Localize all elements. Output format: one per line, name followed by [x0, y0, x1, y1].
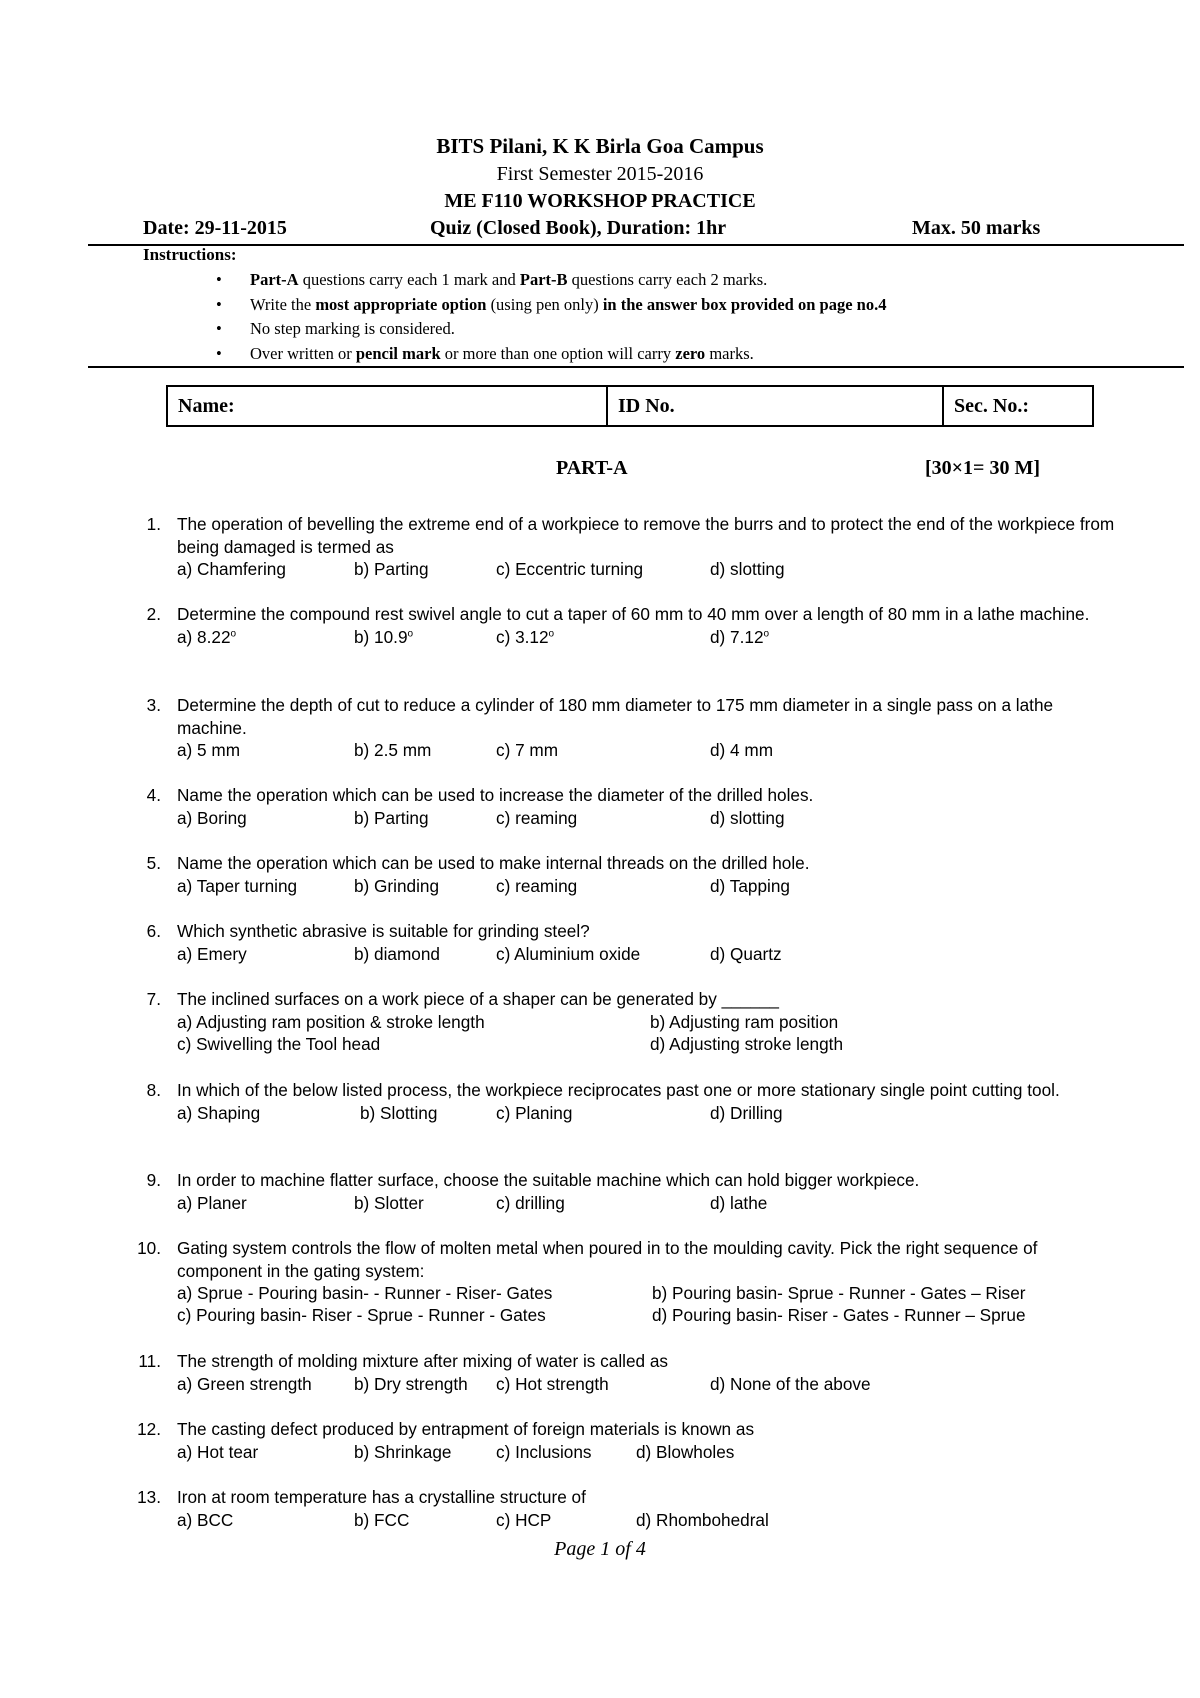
question-text: The operation of bevelling the extreme end of a workpiece to remove the burrs and to protect the end of the workpiece from being damaged is termed as	[177, 514, 1115, 557]
question-body	[177, 603, 1127, 648]
divider-top	[88, 244, 1184, 246]
option-c: c) 3.12$^o$	[496, 626, 555, 647]
instructions-list	[216, 268, 887, 366]
degree-mark: o	[230, 627, 237, 639]
option-b: b) 2.5 mm	[354, 740, 432, 760]
option-d: d) Quartz	[710, 943, 782, 964]
question-text: Iron at room temperature has a crystalline structure of	[177, 1487, 586, 1507]
page-number: Page 1 of 4	[554, 1538, 646, 1560]
question-number: 9.	[146, 1170, 161, 1190]
bullet-icon: •	[216, 319, 222, 338]
divider-bottom	[88, 366, 1184, 368]
option-row	[177, 943, 1127, 965]
option-row	[177, 626, 1127, 648]
option-c: c) Eccentric turning	[496, 559, 644, 579]
option-b: b) FCC	[354, 1509, 410, 1530]
question-number: 12.	[137, 1419, 161, 1439]
option-row	[177, 1282, 1127, 1304]
question-text: The strength of molding mixture after mixing of water is called as	[177, 1351, 669, 1371]
quiz-info: Quiz (Closed Book), Duration: 1hr	[430, 217, 727, 239]
name-field[interactable]: Name:	[178, 395, 235, 417]
option-c: c) Planing	[496, 1102, 573, 1123]
instruction-item: • No step marking is considered.	[220, 317, 886, 342]
option-a: a) Hot tear	[177, 1441, 259, 1462]
option-d: d) Adjusting stroke length	[650, 1033, 843, 1054]
option-a: a) Sprue - Pouring basin- - Runner - Riser- Gates	[177, 1283, 553, 1303]
option-row	[177, 558, 1127, 580]
option-row	[177, 1192, 1127, 1214]
option-a: a) Shaping	[177, 1102, 261, 1123]
max-marks: Max. 50 marks	[912, 217, 1041, 239]
question-text: The inclined surfaces on a work piece of a shaper can be generated by ______	[177, 989, 779, 1009]
option-c: c) reaming	[496, 875, 578, 896]
option-row	[177, 1441, 1127, 1463]
student-id-box	[166, 385, 1094, 427]
option-b: b) Dry strength	[354, 1373, 468, 1394]
question-body	[177, 694, 1127, 761]
question-number: 5.	[146, 853, 161, 873]
option-d: d) 4 mm	[710, 740, 774, 760]
question-number: 13.	[137, 1487, 161, 1507]
option-row	[177, 1011, 1127, 1033]
option-b: b) Slotting	[360, 1102, 438, 1123]
option-d: d) Blowholes	[636, 1441, 735, 1462]
question-text: Determine the compound rest swivel angle to cut a taper of 60 mm to 40 mm over a length of 80 mm in a lathe machine.	[177, 604, 1090, 624]
option-row	[177, 1304, 1127, 1326]
question-body	[177, 784, 1127, 829]
option-c: c) Pouring basin- Riser - Sprue - Runner - Gates	[177, 1305, 546, 1325]
question-text: In order to machine flatter surface, choose the suitable machine which can hold bigger workpiece.	[177, 1170, 920, 1190]
question-number: 2.	[146, 604, 161, 624]
option-a: a) Taper turning	[177, 875, 298, 896]
option-a: a) Green strength	[177, 1373, 312, 1394]
option-row	[177, 1102, 1127, 1124]
question-body	[177, 988, 1127, 1055]
question-number: 10.	[137, 1238, 161, 1258]
option-c: c) HCP	[496, 1509, 552, 1530]
option-d: d) None of the above	[710, 1373, 871, 1394]
option-row	[177, 1509, 1127, 1531]
part-a-title: PART-A	[556, 457, 628, 479]
instruction-item: • Write the most appropriate option (using pen only) in the answer box provided on page no.4	[220, 293, 886, 318]
option-c: c) drilling	[496, 1192, 565, 1213]
option-b: b) Slotter	[354, 1192, 424, 1213]
question-number: 1.	[146, 514, 161, 534]
option-d: d) Drilling	[710, 1102, 783, 1123]
option-a: a) Chamfering	[177, 559, 286, 579]
question-text: In which of the below listed process, the workpiece reciprocates past one or more stationary single point cutting tool.	[177, 1080, 1060, 1100]
option-b: b) Grinding	[354, 875, 440, 896]
option-c: c) Inclusions	[496, 1441, 592, 1462]
section-number-field[interactable]: Sec. No.:	[942, 387, 1092, 425]
option-b: b) Shrinkage	[354, 1441, 452, 1462]
option-d: d) slotting	[710, 807, 785, 828]
option-a: a) Boring	[177, 807, 247, 828]
option-b: b) Adjusting ram position	[650, 1011, 839, 1032]
question-body	[177, 1237, 1127, 1326]
question-body	[177, 1418, 1127, 1463]
question-number: 7.	[146, 989, 161, 1009]
degree-mark: o	[548, 627, 555, 639]
option-b: b) 10.9$^o$	[354, 626, 414, 647]
campus-title: BITS Pilani, K K Birla Goa Campus	[436, 134, 764, 158]
bullet-icon: •	[216, 270, 222, 289]
option-row	[177, 807, 1127, 829]
question-body	[177, 1350, 1127, 1395]
option-c: c) 7 mm	[496, 740, 559, 760]
part-a-marks: [30×1= 30 M]	[925, 457, 1040, 479]
option-row	[177, 875, 1127, 897]
question-number: 4.	[146, 785, 161, 805]
degree-mark: o	[763, 627, 770, 639]
question-number: 6.	[146, 921, 161, 941]
question-number: 8.	[146, 1080, 161, 1100]
question-body	[177, 920, 1127, 965]
exam-date: Date: 29-11-2015	[143, 217, 287, 239]
question-text: Which synthetic abrasive is suitable for grinding steel?	[177, 921, 590, 941]
option-d: d) 7.12$^o$	[710, 626, 770, 647]
option-d: d) Tapping	[710, 875, 790, 896]
question-text: Name the operation which can be used to make internal threads on the drilled hole.	[177, 853, 810, 873]
option-d: d) Rhombohedral	[636, 1509, 769, 1530]
option-b: b) Parting	[354, 559, 429, 579]
question-number: 3.	[146, 695, 161, 715]
option-c: c) Hot strength	[496, 1373, 609, 1394]
bullet-icon: •	[216, 343, 222, 363]
option-b: b) Parting	[354, 807, 429, 828]
option-a: a) BCC	[177, 1509, 234, 1530]
question-body	[177, 1169, 1127, 1214]
question-body	[177, 852, 1127, 897]
instruction-item: • Part-A questions carry each 1 mark and Part-B questions carry each 2 marks.	[220, 268, 886, 293]
option-c: c) Swivelling the Tool head	[177, 1033, 381, 1054]
question-number: 11.	[138, 1351, 161, 1371]
option-a: a) Emery	[177, 943, 247, 964]
option-a: a) Adjusting ram position & stroke length	[177, 1011, 485, 1032]
question-text: The casting defect produced by entrapment of foreign materials is known as	[177, 1419, 755, 1439]
option-a: a) 8.22$^o$	[177, 626, 237, 647]
instruction-item: • Over written or pencil mark or more than one option will carry zero marks.	[220, 342, 886, 367]
option-row	[177, 739, 1127, 761]
option-d: d) lathe	[710, 1192, 768, 1213]
option-d: d) Pouring basin- Riser - Gates - Runner – Sprue	[652, 1305, 1026, 1325]
option-row	[177, 1033, 1127, 1055]
question-text: Determine the depth of cut to reduce a cylinder of 180 mm diameter to 175 mm diameter in a single pass on a lathe machine.	[177, 695, 1054, 738]
semester-line: First Semester 2015-2016	[496, 163, 704, 185]
degree-mark: o	[407, 627, 414, 639]
question-body	[177, 1079, 1127, 1124]
option-b: b) diamond	[354, 943, 440, 964]
course-title: ME F110 WORKSHOP PRACTICE	[444, 190, 756, 212]
option-row	[177, 1373, 1127, 1395]
option-d: d) slotting	[710, 559, 785, 579]
option-a: a) Planer	[177, 1192, 247, 1213]
question-body	[177, 1486, 1127, 1531]
option-a: a) 5 mm	[177, 740, 241, 760]
question-body	[177, 513, 1127, 580]
bullet-icon: •	[216, 294, 222, 314]
option-c: c) Aluminium oxide	[496, 943, 641, 964]
id-number-field[interactable]: ID No.	[606, 387, 942, 425]
option-c: c) reaming	[496, 807, 578, 828]
option-b: b) Pouring basin- Sprue - Runner - Gates – Riser	[652, 1283, 1026, 1303]
question-text: Gating system controls the flow of molten metal when poured in to the moulding cavity. Pick the right sequence of component in the gating system:	[177, 1238, 1038, 1281]
instructions-title: Instructions:	[143, 245, 237, 264]
question-text: Name the operation which can be used to increase the diameter of the drilled holes.	[177, 785, 814, 805]
